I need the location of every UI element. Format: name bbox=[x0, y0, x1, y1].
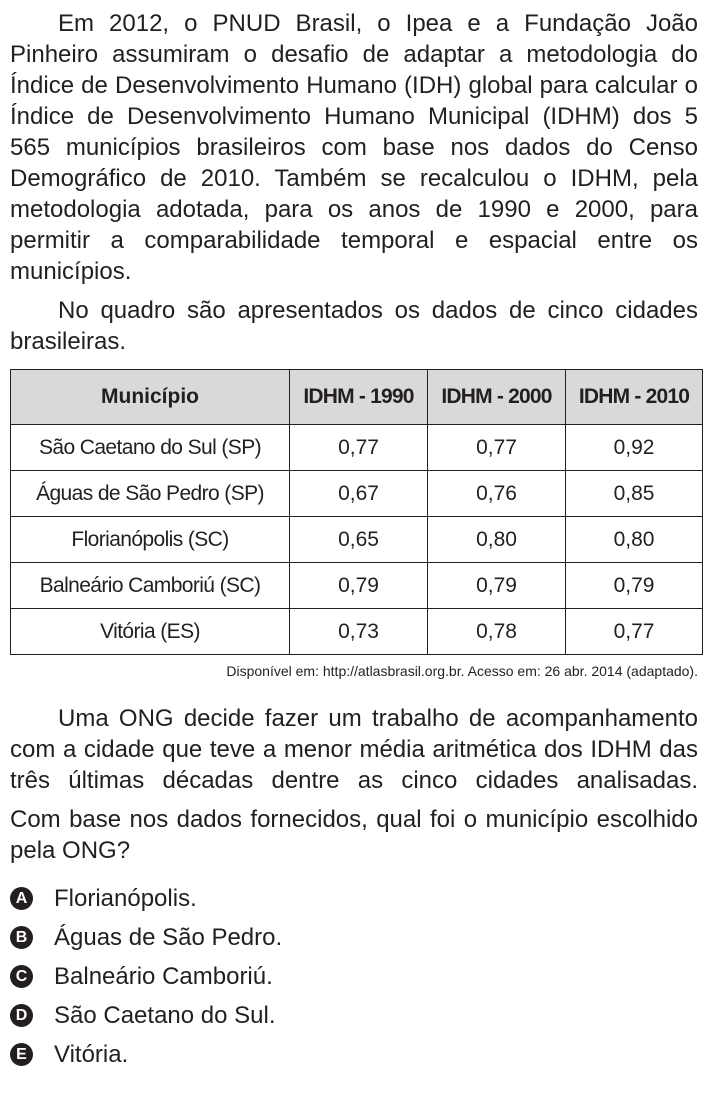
option-a[interactable] bbox=[10, 879, 698, 918]
header-idhm-2000: IDHM - 2000 bbox=[428, 370, 566, 425]
answer-options bbox=[10, 879, 698, 1074]
table-header-row bbox=[11, 370, 703, 425]
cell-2010: 0,85 bbox=[566, 471, 703, 517]
table-row bbox=[11, 563, 703, 609]
cell-2010: 0,92 bbox=[566, 425, 703, 471]
option-e[interactable] bbox=[10, 1035, 698, 1074]
table-row bbox=[11, 425, 703, 471]
option-d-text: São Caetano do Sul. bbox=[54, 1001, 276, 1029]
cell-1990: 0,73 bbox=[290, 609, 428, 655]
intro-paragraph: Em 2012, o PNUD Brasil, o Ipea e a Fundação João Pinheiro assumiram o desafio de adaptar a metodologia do Índice de Desenvolvimento Humano (IDH) global para calcular o Índice de Desenvolvimento Humano Municipal (IDHM) dos 5 565 municípios brasileiros com base nos dados do Censo Demográfico de 2010. Também se recalculou o IDHM, pela metodologia adotada, para os anos de 1990 e 2000, para permitir a comparabilidade temporal e espacial entre os municípios. bbox=[10, 10, 698, 285]
question-page bbox=[10, 8, 698, 1074]
cell-1990: 0,67 bbox=[290, 471, 428, 517]
question-text: Com base nos dados fornecidos, qual foi o município escolhido pela ONG? bbox=[10, 806, 698, 864]
cell-2010: 0,80 bbox=[566, 517, 703, 563]
table-source: Disponível em: http://atlasbrasil.org.br. Acesso em: 26 abr. 2014 (adaptado). bbox=[226, 663, 698, 679]
ong-paragraph: Uma ONG decide fazer um trabalho de acompanhamento com a cidade que teve a menor média aritmética dos IDHM das três últimas décadas dentre as cinco cidades analisadas. bbox=[10, 705, 698, 794]
cell-municipio: Águas de São Pedro (SP) bbox=[11, 471, 290, 517]
option-b[interactable] bbox=[10, 918, 698, 957]
cell-municipio: Florianópolis (SC) bbox=[11, 517, 290, 563]
option-c[interactable] bbox=[10, 957, 698, 996]
option-d[interactable] bbox=[10, 996, 698, 1035]
cell-2000: 0,77 bbox=[428, 425, 566, 471]
cell-2000: 0,78 bbox=[428, 609, 566, 655]
cell-2010: 0,77 bbox=[566, 609, 703, 655]
cell-2010: 0,79 bbox=[566, 563, 703, 609]
option-b-text: Águas de São Pedro. bbox=[54, 923, 283, 951]
cell-1990: 0,79 bbox=[290, 563, 428, 609]
option-b-letter-badge: B bbox=[10, 926, 33, 949]
option-e-text: Vitória. bbox=[54, 1040, 129, 1068]
table-row bbox=[11, 609, 703, 655]
option-d-letter-badge: D bbox=[10, 1004, 33, 1027]
cell-2000: 0,79 bbox=[428, 563, 566, 609]
cell-1990: 0,65 bbox=[290, 517, 428, 563]
header-idhm-2010: IDHM - 2010 bbox=[566, 370, 703, 425]
idhm-table bbox=[10, 369, 703, 655]
table-row bbox=[11, 517, 703, 563]
header-municipio: Município bbox=[11, 370, 290, 425]
table-intro-paragraph: No quadro são apresentados os dados de cinco cidades brasileiras. bbox=[10, 297, 698, 355]
header-idhm-1990: IDHM - 1990 bbox=[290, 370, 428, 425]
option-a-text: Florianópolis. bbox=[54, 884, 197, 912]
cell-2000: 0,76 bbox=[428, 471, 566, 517]
cell-municipio: São Caetano do Sul (SP) bbox=[11, 425, 290, 471]
option-a-letter-badge: A bbox=[10, 887, 33, 910]
cell-municipio: Vitória (ES) bbox=[11, 609, 290, 655]
cell-2000: 0,80 bbox=[428, 517, 566, 563]
option-c-text: Balneário Camboriú. bbox=[54, 962, 273, 990]
table-row bbox=[11, 471, 703, 517]
cell-1990: 0,77 bbox=[290, 425, 428, 471]
cell-municipio: Balneário Camboriú (SC) bbox=[11, 563, 290, 609]
option-e-letter-badge: E bbox=[10, 1043, 33, 1066]
option-c-letter-badge: C bbox=[10, 965, 33, 988]
